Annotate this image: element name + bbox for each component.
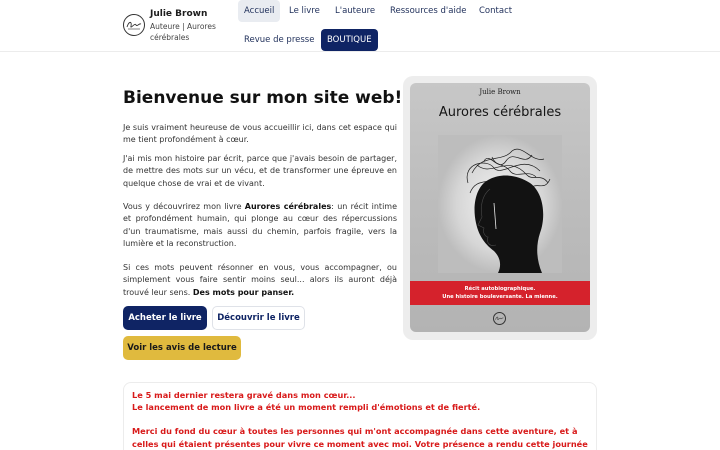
nav-item-contact[interactable]: Contact: [479, 6, 513, 16]
announcement-line-1: Le 5 mai dernier restera gravé dans mon cœur...: [132, 390, 356, 400]
intro-paragraph-2: J'ai mis mon histoire par écrit, parce que j'avais besoin de partager, de mettre des mots sur un vécu, et de transformer une épreuve en quelque chose de vrai et de vivant.: [123, 154, 397, 188]
announcement-line-3: Merci du fond du cœur à toutes les personnes qui m'ont accompagnée dans cette aventure, et à: [132, 426, 578, 437]
reviews-button[interactable]: Voir les avis de lecture: [123, 336, 241, 360]
buy-book-button[interactable]: Acheter le livre: [123, 306, 207, 330]
nav-item-le-livre[interactable]: Le livre: [289, 6, 320, 16]
book-cover-author: Julie Brown: [479, 88, 521, 96]
tagline-bold: Des mots pour panser.: [192, 287, 295, 297]
discover-book-button[interactable]: Découvrir le livre: [212, 306, 305, 330]
brand-subtitle: Auteure | Aurores cérébrales: [150, 22, 216, 42]
paragraph-text: : un récit intime et profondément humain, qui plonge au cœur des répercussions d'un traumatisme, mais aussi du chemin, parfois fragile, vers la lumière et la reconstruction.: [123, 202, 397, 248]
book-band-line-1: Récit autobiographique.: [464, 286, 536, 292]
book-band-line-2: Une histoire bouleversante. La mienne.: [442, 294, 558, 300]
launch-announcement: [123, 382, 597, 450]
intro-paragraph-4: [123, 262, 397, 299]
book-cover-card: [403, 76, 597, 340]
announcement-line-2: Le lancement de mon livre a été un moment rempli d'émotions et de fierté.: [132, 402, 481, 413]
nav-item-accueil[interactable]: Accueil: [238, 0, 280, 22]
site-header: [0, 0, 720, 52]
book-cover-illustration: [432, 133, 568, 275]
announcement-spacer: [132, 413, 588, 425]
book-cover[interactable]: [410, 83, 590, 332]
paragraph-text: Vous y découvrirez mon livre: [123, 202, 245, 211]
book-cover-title: Aurores cérébrales: [438, 105, 562, 120]
nav-item-revue-de-presse[interactable]: Revue de presse: [244, 35, 315, 45]
nav-item-boutique[interactable]: BOUTIQUE: [321, 29, 378, 51]
nav-item-lauteure[interactable]: L'auteure: [335, 6, 376, 16]
intro-paragraph-1: Je suis vraiment heureuse de vous accueillir ici, dans cet espace qui me tient profondément à cœur.: [123, 123, 397, 145]
announcement-line-4: celles qui étaient présentes pour vivre ce moment avec moi. Votre présence a rendu cette journée: [132, 438, 588, 449]
publisher-signature-icon: [493, 312, 506, 325]
book-cover-band: [410, 281, 590, 305]
intro-paragraph-3: [123, 201, 397, 250]
page-title: Bienvenue sur mon site web!: [123, 88, 403, 108]
paragraph-text: Si ces mots peuvent résonner en vous, vous accompagner, ou simplement vous faire sentir moins seul... alors ils auront déjà trouvé leur sens.: [123, 263, 397, 297]
book-title-inline: Aurores cérébrales: [244, 202, 332, 211]
brand-name[interactable]: Julie Brown: [150, 9, 208, 19]
nav-item-ressources[interactable]: Ressources d'aide: [390, 6, 467, 16]
signature-logo-icon[interactable]: [123, 14, 145, 36]
